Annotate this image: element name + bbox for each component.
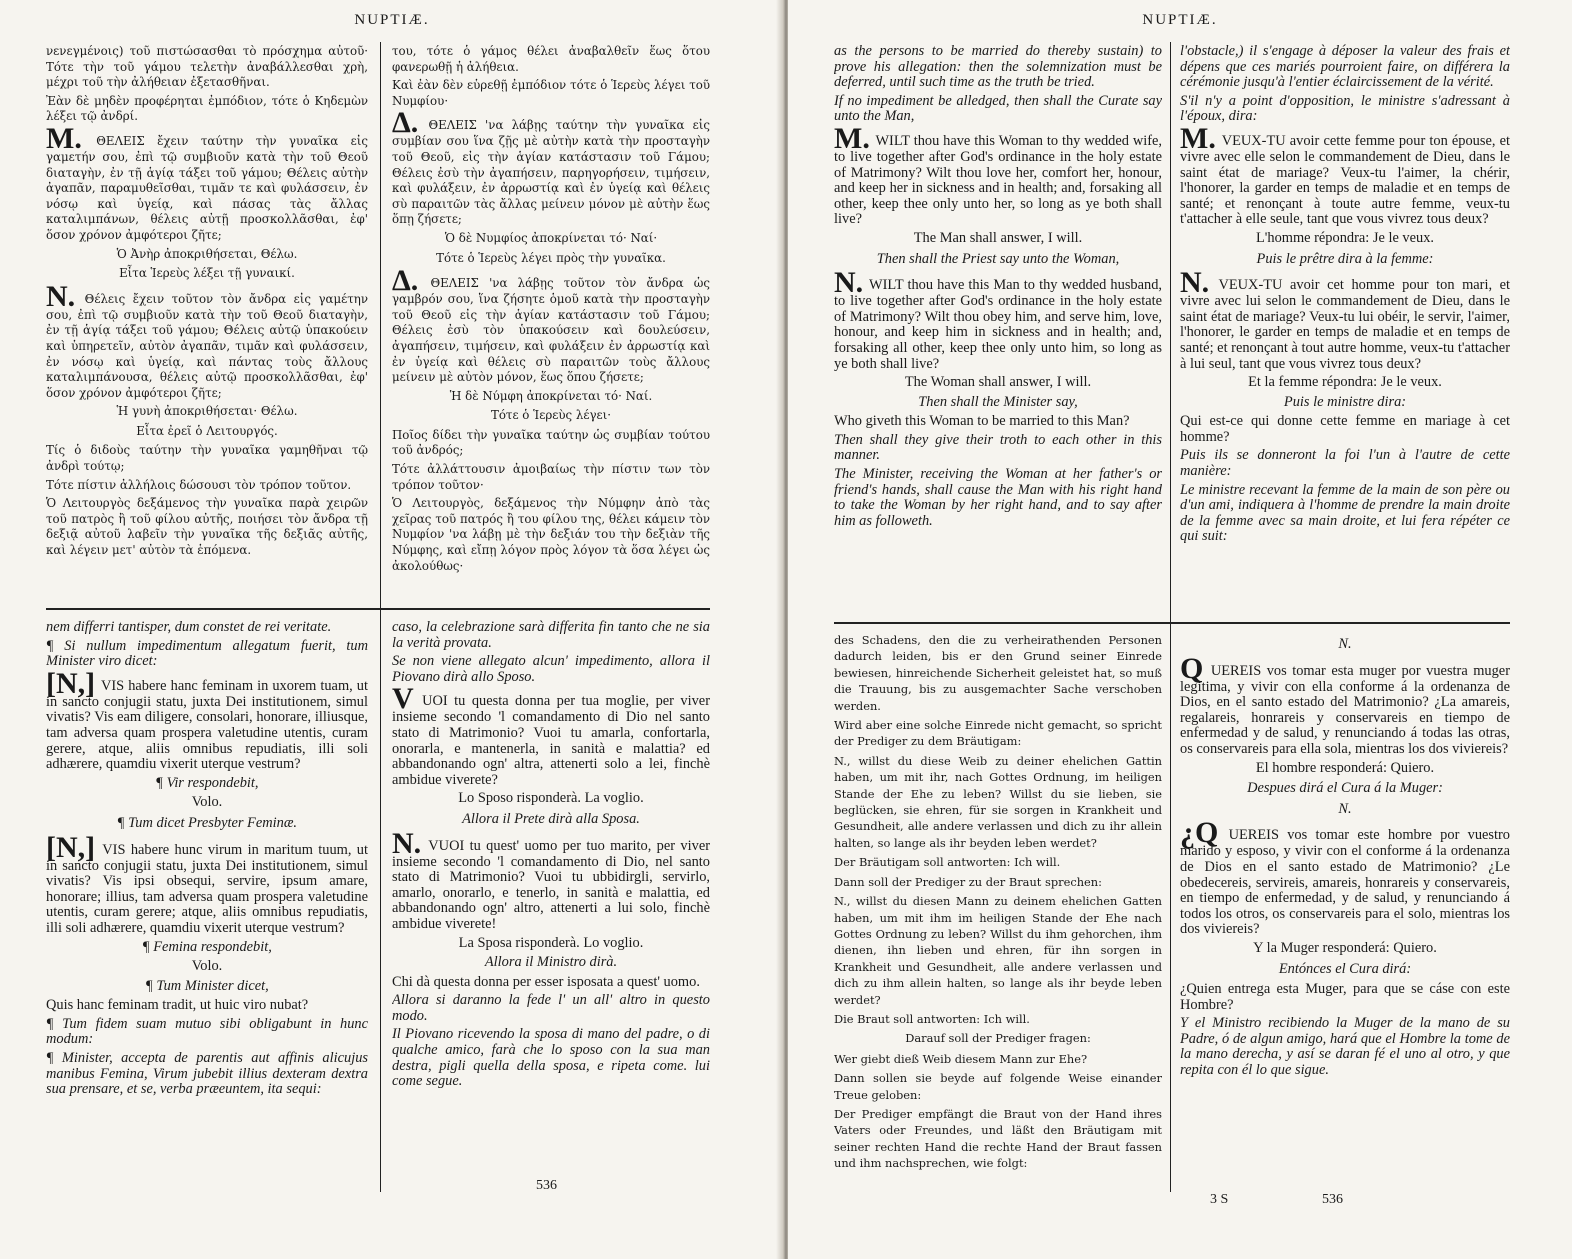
paragraph xyxy=(834,1051,1162,1067)
text: Ἡ γυνὴ ἀποκριθήσεται· Θέλω. xyxy=(116,404,298,419)
text: Y la Muger responderá: Quiero. xyxy=(1253,939,1437,956)
response-line xyxy=(392,408,710,424)
response-line xyxy=(46,979,368,995)
text: Ποῖος δίδει τὴν γυναῖκα ταύτην ὡς συμβίαν τούτου τοῦ ἀνδρός; xyxy=(392,427,710,458)
spanish-column xyxy=(1180,632,1510,1172)
initial-letter: Δ. xyxy=(392,264,419,298)
paragraph xyxy=(834,893,1162,1008)
text: Ἐὰν δὲ μηδὲν προφέρηται ἐμπόδιον, τότε ὁ Κηδεμὼν λέξει τῷ ἀνδρί. xyxy=(46,93,368,124)
column-divider xyxy=(1170,42,1171,1192)
paragraph xyxy=(46,998,368,1014)
paragraph xyxy=(392,428,710,459)
response-line xyxy=(46,424,368,440)
text: N., willst du diesen Mann zu deinem ehelichen Gatten haben, um mit ihm im heiligen Stande der Ehe nach Gottes Ordnung zu leben? Willst du ihm gehorchen, ihm dienen, ihn lieben und ehren, für ihn sorgen in Krankheit und Gesundheit, alle andere verlassen und dich zu ihm allein halten, so lange als ihr beyde leben werdet? xyxy=(834,894,1162,1007)
text: Εἶτα ἐρεῖ ὁ Λειτουργός. xyxy=(136,423,278,438)
left-folio: 536 xyxy=(536,1178,557,1193)
text: ΘΕΛΕΙΣ 'να λάβῃς τοῦτον τὸν ἄνδρα ὡς γαμβρόν σου, ἵνα ζήσητε ὁμοῦ κατὰ τὴν προσταγὴν τοῦ Θεοῦ εἰς τὴν ἁγίαν κατάστασιν τοῦ Γάμου; Θέλεις ἐσὺ τὸν ὑπακούσειν καὶ δουλεύσειν, ἀγαπήσειν, τιμήσειν, καὶ φυλάξειν ἐν ἀρρωστίᾳ καὶ ἐν ὑγείᾳ καὶ θέλεις σὺ παραιτῶν τοὺς ἄλλους μείνειν μὲ αὐτὸν μόνον, ἕως ὅπου ζήσετε; xyxy=(392,276,710,385)
response-line xyxy=(1180,375,1510,391)
paragraph xyxy=(392,826,710,933)
paragraph xyxy=(392,620,710,651)
paragraph xyxy=(1180,266,1510,372)
text: ¶ Minister, accepta de parentis aut affinis alicujus manibus Femina, Virum jubebit illius dexteram dextra sua prensare, et se, verba præeuntem, ita sequi: xyxy=(46,1050,368,1098)
text: El hombre responderá: Quiero. xyxy=(1255,759,1435,776)
paragraph xyxy=(834,1106,1162,1172)
response-line xyxy=(392,251,710,267)
text: Der Bräutigam soll antworten: Ich will. xyxy=(834,855,1061,870)
text: Y el Ministro recibiendo la Muger de la mano de su Padre, ó de algun amigo, hará que el Hombre la tome de la mano derecha, y así se daran fé el uno al otro, y que repita con él lo que sigue. xyxy=(1180,1015,1510,1079)
text: La Sposa risponderà. Lo voglio. xyxy=(458,934,644,951)
paragraph xyxy=(1180,816,1510,938)
paragraph xyxy=(46,121,368,244)
paragraph xyxy=(834,467,1162,529)
text: Le ministre recevant la femme de la main de son père ou d'un ami, indiquera à l'homme de prendre la main droite de la femme avec sa main droite, et lui fera répéter ce qui suit: xyxy=(1180,481,1510,545)
response-line xyxy=(834,395,1162,411)
paragraph xyxy=(46,44,368,91)
text: ¶ Vir respondebit, xyxy=(155,774,259,791)
text: VIS habere hanc feminam in uxorem tuam, ut in sancto conjugii statu, juxta Dei institutionem, simul vivatis? Vis eam diligere, consolari, honorare, illiusque, tam adversa quam prospera valetudine utentis, curam gerere, atque, aliis omnibus repudiatis, illi soli adhærere, quamdiu vixerit uterque vestrum? xyxy=(46,677,368,773)
text: Dann soll der Prediger zu der Braut sprechen: xyxy=(834,874,1102,889)
text: VIS habere hunc virum in maritum tuum, ut in sancto conjugii statu, juxta Dei institutionem, simul vivatis? Vis ipsi obsequi, servire, ipsum amare, honorare; illius, tam adversa quam prospera valetudine utentis, curam gerere; atque, aliis omnibus repudiatis, illi soli adhærere, quamdiu vixerit uterque vestrum? xyxy=(46,841,368,936)
paragraph xyxy=(46,639,368,670)
paragraph xyxy=(834,266,1162,372)
right-page xyxy=(788,0,1572,1259)
response-line xyxy=(46,404,368,420)
text: Quis hanc feminam tradit, ut huic viro nubat? xyxy=(46,997,309,1014)
text: VEUX-TU avoir cet homme pour ton mari, et vivre avec lui selon le commandement de Dieu, dans le saint état de mariage? Veux-tu lui obéir, le servir, l'aimer, l'honorer, le garder en temps de maladie et en temps de santé; et renonçant à tout autre homme, veux-tu t'attacher à lui seul, tant que vous vivrez tous deux? xyxy=(1180,277,1510,372)
paragraph xyxy=(392,496,710,574)
text: Ὁ Λειτουργὸς δεξάμενος τὴν γυναῖκα παρὰ χειρῶν τοῦ πατρὸς ἢ τοῦ φίλου αὐτῆς, ποιήσει τὸν ἄνδρα τῇ δεξιᾷ αὐτοῦ λαβεῖν τὴν γυναῖκα τῆς δεξιᾶς αὐτῆς, καὶ λέγειν μετ' αὐτὸν τὰ ἑπόμενα. xyxy=(46,496,368,558)
paragraph xyxy=(834,1011,1162,1027)
section-rule xyxy=(46,608,710,610)
paragraph xyxy=(1180,44,1510,91)
paragraph xyxy=(1180,982,1510,1013)
response-line xyxy=(834,1030,1162,1046)
initial-letter: N. xyxy=(392,826,422,860)
german-column xyxy=(834,632,1162,1202)
text: VUOI tu quest' uomo per tuo marito, per viver insieme secondo 'l comandamento di Dio, nel santo stato di Matrimonio? Vuoi tu ubbidirgli, servirlo, amarlo, onorarlo, e tenerlo, in sanità e malattia, ed abbandonando ogn' altro, attenerti a lui solo, finchè ambidue viverete! xyxy=(392,837,710,932)
text: Qui est-ce qui donne cette femme en mariage à cet homme? xyxy=(1180,413,1510,445)
text: Allora il Prete dirà alla Sposa. xyxy=(462,810,640,827)
initial-letter: Δ. xyxy=(392,106,419,140)
paragraph xyxy=(46,279,368,402)
text: Puis le prêtre dira à la femme: xyxy=(1256,250,1434,267)
text: Allora il Ministro dirà. xyxy=(484,954,618,971)
rubric xyxy=(1180,637,1510,653)
text: Darauf soll der Prediger fragen: xyxy=(905,1031,1091,1046)
paragraph xyxy=(834,433,1162,464)
paragraph xyxy=(46,620,368,636)
rubric xyxy=(834,252,1162,268)
response-line xyxy=(392,389,710,405)
paragraph xyxy=(834,717,1162,750)
signature-mark: 3 S xyxy=(1210,1192,1229,1207)
text: l'obstacle,) il s'engage à déposer la valeur des frais et dépens que ces mariés pourroient faire, on différera la cérémonie jusqu'à l'entier éclaircissement de la vérité. xyxy=(1180,44,1510,91)
initial-letter: N. xyxy=(1180,266,1210,300)
text: Ὁ δὲ Νυμφίος ἀποκρίνεται τό· Ναί· xyxy=(444,230,658,245)
paragraph xyxy=(834,1070,1162,1103)
italian-column xyxy=(392,620,710,1190)
paragraph xyxy=(46,443,368,474)
initial-letter: [N,] xyxy=(46,666,96,700)
paragraph xyxy=(392,682,710,788)
text: Τίς ὁ διδοὺς ταύτην τὴν γυναῖκα γαμηθῆναι τῷ ἀνδρὶ τούτῳ; xyxy=(46,443,368,474)
response-line xyxy=(46,776,368,792)
response-line xyxy=(46,266,368,282)
text: The Man shall answer, I will. xyxy=(913,229,1083,246)
response-line xyxy=(46,959,368,975)
text: Puis le ministre dira: xyxy=(1283,393,1407,410)
initial-letter: Ν. xyxy=(46,279,76,313)
paragraph xyxy=(392,462,710,493)
text: WILT thou have this Woman to thy wedded wife, to live together after God's ordinance in the holy estate of Matrimony? Wilt thou love her, comfort her, honour, and keep her in sickness and in health; and, forsaking all other, keep thee only unto her, so long as ye both shall live? xyxy=(834,132,1162,228)
text: Despues dirá el Cura á la Muger: xyxy=(1247,780,1443,797)
text: des Schadens, den die zu verheirathenden Personen dadurch leiden, bis er den Grund seiner Einrede bewiesen, hinreichende Sicherheit geleistet hat, so muß die Trauung, bis zu ausgemachter Sache verschoben werden. xyxy=(834,633,1162,713)
text: Who giveth this Woman to be married to this Man? xyxy=(834,413,1130,430)
paragraph xyxy=(1180,448,1510,479)
text: VEUX-TU avoir cette femme pour ton épouse, et vivre avec elle selon le commandement de Dieu, dans le saint état de mariage? Veux-tu l'aimer, la chérir, l'honorer, la garder en temps de maladie et en temps de santé; et renonçant à toute autre femme, veux-tu t'attacher à elle seule, tant que vous vivrez tous deux? xyxy=(1180,132,1510,228)
response-line xyxy=(46,940,368,956)
paragraph xyxy=(46,830,368,937)
text: ¶ Tum dicet Presbyter Feminæ. xyxy=(116,814,298,831)
initial-letter: N. xyxy=(834,266,864,300)
text: N. xyxy=(1338,636,1352,652)
text: Die Braut soll antworten: Ich will. xyxy=(834,1011,1030,1026)
text: nem differri tantisper, dum constet de rei veritate. xyxy=(46,620,332,635)
response-line xyxy=(1180,761,1510,777)
greek-column-1 xyxy=(46,44,368,604)
paragraph xyxy=(834,854,1162,870)
text: If no impediment be alledged, then shall the Curate say unto the Man, xyxy=(834,92,1162,125)
text: Puis ils se donneront la foi l'un à l'autre de cette manière: xyxy=(1180,447,1510,480)
paragraph xyxy=(392,44,710,75)
paragraph xyxy=(46,1051,368,1098)
text: ΘΕΛΕΙΣ 'να λάβῃς ταύτην τὴν γυναῖκα εἰς συμβίαν σου ἵνα ζῇς μὲ αὐτὴν κατὰ τὴν προσταγὴν τοῦ Θεοῦ, εἰς τὴν ἁγίαν κατάστασιν τοῦ Γάμου; Θέλεις ἐσὺ τὴν ἀγαπήσειν, παρηγορήσειν, τιμήσειν, καὶ φυλάξειν, ἐν ἀρρωστίᾳ καὶ ἐν ὑγείᾳ καὶ θέλεις σὺ παραιτῶν τὰς ἄλλας μείνειν μόνον μὲ αὐτὴν ἕως ὅπῃ ζήσετε; xyxy=(392,118,710,227)
english-column xyxy=(834,44,1162,614)
text: Se non viene allegato alcun' impedimento, allora il Piovano dirà allo Sposo. xyxy=(392,653,710,685)
paragraph xyxy=(1180,94,1510,125)
response-line xyxy=(392,791,710,807)
paragraph xyxy=(834,753,1162,851)
initial-letter: V xyxy=(392,682,414,716)
text: ¿Quien entrega esta Muger, para que se cáse con este Hombre? xyxy=(1180,981,1510,1013)
text: ΘΕΛΕΙΣ ἔχειν ταύτην τὴν γυναῖκα εἰς γαμετήν σου, ἐπὶ τῷ συμβιοῦν κατὰ τὴν τοῦ Θεοῦ διαταγὴν, ἐν τῇ ἁγίᾳ τάξει τοῦ γάμου; Θέλεις αὐτὴν ἀγαπᾶν, παραμυθεῖσθαι, τιμᾶν τε καὶ φυλάσσειν, ἐν νόσῳ καὶ ὑγείᾳ, καὶ πάσας τὰς ἄλλας καταλιμπάνων, θέλεις αὐτῇ προσκολλᾶσθαι, ἐφ' ὅσον χρόνον ἀμφότεροι ζῆτε; xyxy=(46,133,368,242)
paragraph xyxy=(834,121,1162,228)
response-line xyxy=(46,247,368,263)
paragraph xyxy=(834,414,1162,430)
latin-column xyxy=(46,620,368,1220)
paragraph xyxy=(834,44,1162,91)
response-line xyxy=(834,231,1162,247)
paragraph xyxy=(1180,121,1510,228)
text: L'homme répondra: Je le veux. xyxy=(1255,229,1435,246)
text: Καὶ ἐὰν δὲν εὑρεθῇ ἐμπόδιον τότε ὁ Ἱερεὺς λέγει τοῦ Νυμφίου· xyxy=(392,78,710,108)
initial-letter: ¿Q xyxy=(1180,816,1219,850)
paragraph xyxy=(1180,483,1510,545)
greek-column-2 xyxy=(392,44,710,604)
text: Wer giebt dieß Weib diesem Mann zur Ehe? xyxy=(834,1051,1088,1066)
text: ¶ Tum fidem suam mutuo sibi obligabunt in hunc modum: xyxy=(46,1015,368,1048)
paragraph xyxy=(834,874,1162,890)
text: Volo. xyxy=(191,958,223,975)
left-page xyxy=(0,0,784,1259)
paragraph xyxy=(46,94,368,125)
text: Ἡ δὲ Νύμφη ἀποκρίνεται τό· Ναί. xyxy=(449,388,653,403)
paragraph xyxy=(1180,1016,1510,1078)
text: WILT thou have this Man to thy wedded husband, to live together after God's ordinance in the holy estate of Matrimony? Wilt thou obey him, and serve him, love, honour, and keep him in sickness and in health; and, forsaking all other, keep thee only unto him, so long as ye both shall live? xyxy=(834,277,1162,372)
right-running-head: NUPTIÆ. xyxy=(1142,12,1218,28)
initial-letter: [N,] xyxy=(46,830,96,864)
initial-letter: Q xyxy=(1180,651,1204,685)
section-rule xyxy=(834,622,1510,624)
paragraph xyxy=(1180,651,1510,758)
initial-letter: M. xyxy=(1180,121,1216,155)
paragraph xyxy=(392,654,710,685)
rubric xyxy=(1180,781,1510,797)
text: Volo. xyxy=(191,794,223,811)
paragraph xyxy=(392,106,710,228)
text: S'il n'y a point d'opposition, le ministre s'adressant à l'époux, dira: xyxy=(1180,92,1510,125)
text: UEREIS vos tomar esta muger por vuestra muger legitima, y vivir con ella conforme á la ordenanza de Dios, en el santo estado del Matrimonio? ¿La amareis, regalareis, honrareis y conservareis en tiempo de enfermedad y de salud, y renunciando á todas las otras, os conservareis para ella sola, mientras los dos viviereis? xyxy=(1180,662,1510,757)
paragraph xyxy=(46,478,368,494)
initial-letter: M. xyxy=(834,121,870,155)
text: Der Prediger empfängt die Braut von der Hand ihres Vaters oder Freundes, und läßt den Bräutigam mit seiner rechten Hand die rechte Hand der Braut fassen und ihm nachsprechen, wie folgt: xyxy=(834,1106,1162,1171)
column-divider xyxy=(380,42,381,1192)
text: The Woman shall answer, I will. xyxy=(904,374,1092,391)
text: ¶ Si nullum impedimentum allegatum fuerit, tum Minister viro dicet: xyxy=(46,637,368,670)
text: Il Piovano ricevendo la sposa di mano del padre, o di qualche amico, farà che lo sposo con la sua man destra, pigli quella della sposa, e ripeta come. lui come segue. xyxy=(392,1026,710,1090)
text: του, τότε ὁ γάμος θέλει ἀναβαλθεῖν ἕως ὅτου φανερωθῇ ἡ ἀλήθεια. xyxy=(392,44,710,74)
text: Τότε ὁ Ἱερεὺς λέγει· xyxy=(490,408,612,423)
rubric xyxy=(1180,962,1510,978)
text: Ὁ Ἀνὴρ ἀποκριθήσεται, Θέλω. xyxy=(116,246,298,261)
response-line xyxy=(1180,395,1510,411)
response-line xyxy=(834,375,1162,391)
right-folio: 536 xyxy=(1322,1192,1343,1207)
text: Entónces el Cura dirá: xyxy=(1278,960,1412,977)
text: Allora si daranno la fede l' un all' altro in questo modo. xyxy=(392,992,710,1024)
text: caso, la celebrazione sarà differita fin tanto che ne sia la verità provata. xyxy=(392,620,710,651)
text: Εἶτα Ἱερεὺς λέξει τῇ γυναικί. xyxy=(119,266,295,281)
text: as the persons to be married do thereby sustain) to prove his allegation: then the solemnization must be deferred, until such time as the truth be tried. xyxy=(834,44,1162,91)
response-line xyxy=(392,231,710,247)
paragraph xyxy=(392,264,710,386)
response-line xyxy=(1180,231,1510,247)
response-line xyxy=(392,955,710,971)
left-running-head: NUPTIÆ. xyxy=(354,12,430,28)
text: Ὁ Λειτουργὸς, δεξάμενος τὴν Νύμφην ἀπὸ τὰς χεῖρας τοῦ πατρός ἢ του φίλου της, θέλει κάμειν τὸν Νυμφίον 'να λάβῃ μὲ τὴν δεξιάν του τὴν δεξιὰν τῆς Νύμφης, καὶ εἴπῃ λόγον πρὸς λόγον τὰ ὅσα λέγει ὡς ἀκολούθως· xyxy=(392,496,710,573)
text: Then shall the Minister say, xyxy=(918,393,1078,410)
paragraph xyxy=(46,496,368,558)
text: νενεγμένοις) τοῦ πιστώσασθαι τὸ πρόσχημα αὐτοῦ· Τότε τὴν τοῦ γάμου τελετὴν ἀναβάλλεσθαι χρὴ, μέχρι τοῦ τὴν ἀλήθειαν ἐξετασθῆναι. xyxy=(46,44,368,90)
text: Then shall the Priest say unto the Woman, xyxy=(876,250,1120,267)
response-line xyxy=(392,936,710,952)
paragraph xyxy=(392,1027,710,1089)
text: Τότε πίστιν ἀλλήλοις δώσουσι τὸν τρόπον τοῦτον. xyxy=(46,477,352,492)
text: Θέλεις ἔχειν τοῦτον τὸν ἄνδρα εἰς γαμέτην σου, ἐπὶ τῷ συμβιοῦν κατὰ τὴν τοῦ Θεοῦ διαταγὴν, ἐν τῇ ἁγίᾳ τάξει τοῦ γάμου; Θέλεις αὐτῷ ὑπακούειν καὶ ὑπηρετεῖν, αὐτὸν ἀγαπᾶν, τιμᾶν καὶ φυλάσσειν, ἐν νόσῳ καὶ ὑγείᾳ, καὶ πάντας τοὺς ἄλλους καταλιμπάνουσα, θέλεις αὐτῷ προσκολλᾶσθαι, ἐφ' ὅσον χρόνον ἀμφότεροι ζῆτε; xyxy=(46,291,368,400)
text: Chi dà questa donna per esser isposata a quest' uomo. xyxy=(392,973,700,990)
text: ¶ Femina respondebit, xyxy=(142,938,272,955)
paragraph xyxy=(46,1017,368,1048)
text: Dann sollen sie beyde auf folgende Weise einander Treue geloben: xyxy=(834,1071,1162,1102)
text: ¶ Tum Minister dicet, xyxy=(145,977,269,994)
text: Τότε ὁ Ἱερεὺς λέγει πρὸς τὴν γυναῖκα. xyxy=(436,250,666,265)
rubric xyxy=(1180,802,1510,818)
text: N. xyxy=(1338,800,1352,817)
paragraph xyxy=(1180,414,1510,445)
rubric xyxy=(1180,252,1510,268)
text: N., willst du diese Weib zu deiner ehelichen Gattin haben, um mit ihr, nach Gottes Ordnung, im heiligen Stande der Ehe zu leben? Willst du sie lieben, sie beglücken, sie ehren, für sie sorgen in Krankheit und Gesundheit, alle andere verlassen und dich zu ihr allein halten, so lange als ihr beyden leben werdet? xyxy=(834,753,1162,850)
text: Et la femme répondra: Je le veux. xyxy=(1248,374,1442,391)
initial-letter: Μ. xyxy=(46,121,82,155)
text: Wird aber eine solche Einrede nicht gemacht, so spricht der Prediger zu dem Bräutigam: xyxy=(834,718,1162,749)
text: Τότε ἀλλάττουσιν ἀμοιβαίως τὴν πίστιν των τὸν τρόπον τοῦτον· xyxy=(392,462,710,492)
text: Then shall they give their troth to each other in this manner. xyxy=(834,431,1162,464)
rubric xyxy=(392,812,710,828)
response-line xyxy=(46,795,368,811)
paragraph xyxy=(392,78,710,109)
paragraph xyxy=(46,666,368,773)
text: UEREIS vos tomar este hombre por vuestro marido y esposo, y vivir con el conforme á la ordenanza de Dios en el santo estado de Matrimonio? ¿Le obedecereis, servireis, amareis, honrareis y conservareis, en tiempo de enfermedad, y de salud, y renunciando á todos los otros, os conservareis para el solo, mientras los dos viviereis? xyxy=(1180,827,1510,938)
paragraph xyxy=(392,975,710,991)
french-column xyxy=(1180,44,1510,614)
text: UOI tu questa donna per tua moglie, per viver insieme secondo 'l comandamento di Dio nel santo stato di Matrimonio? Vuoi tu amarla, confortarla, onorarla, e mantenerla, in sanità e malattia? ed abbandonando ogn' altra, attenerti solo a lei, finchè ambidue viverete? xyxy=(392,693,710,788)
text: Lo Sposo risponderà. La voglio. xyxy=(458,790,644,807)
paragraph xyxy=(834,94,1162,125)
text: The Minister, receiving the Woman at her father's or friend's hands, shall cause the Man with his right hand to take the Woman by her right hand, and to say after him as followeth. xyxy=(834,466,1162,529)
paragraph xyxy=(834,632,1162,714)
rubric xyxy=(46,816,368,832)
response-line xyxy=(1180,941,1510,957)
paragraph xyxy=(392,993,710,1024)
